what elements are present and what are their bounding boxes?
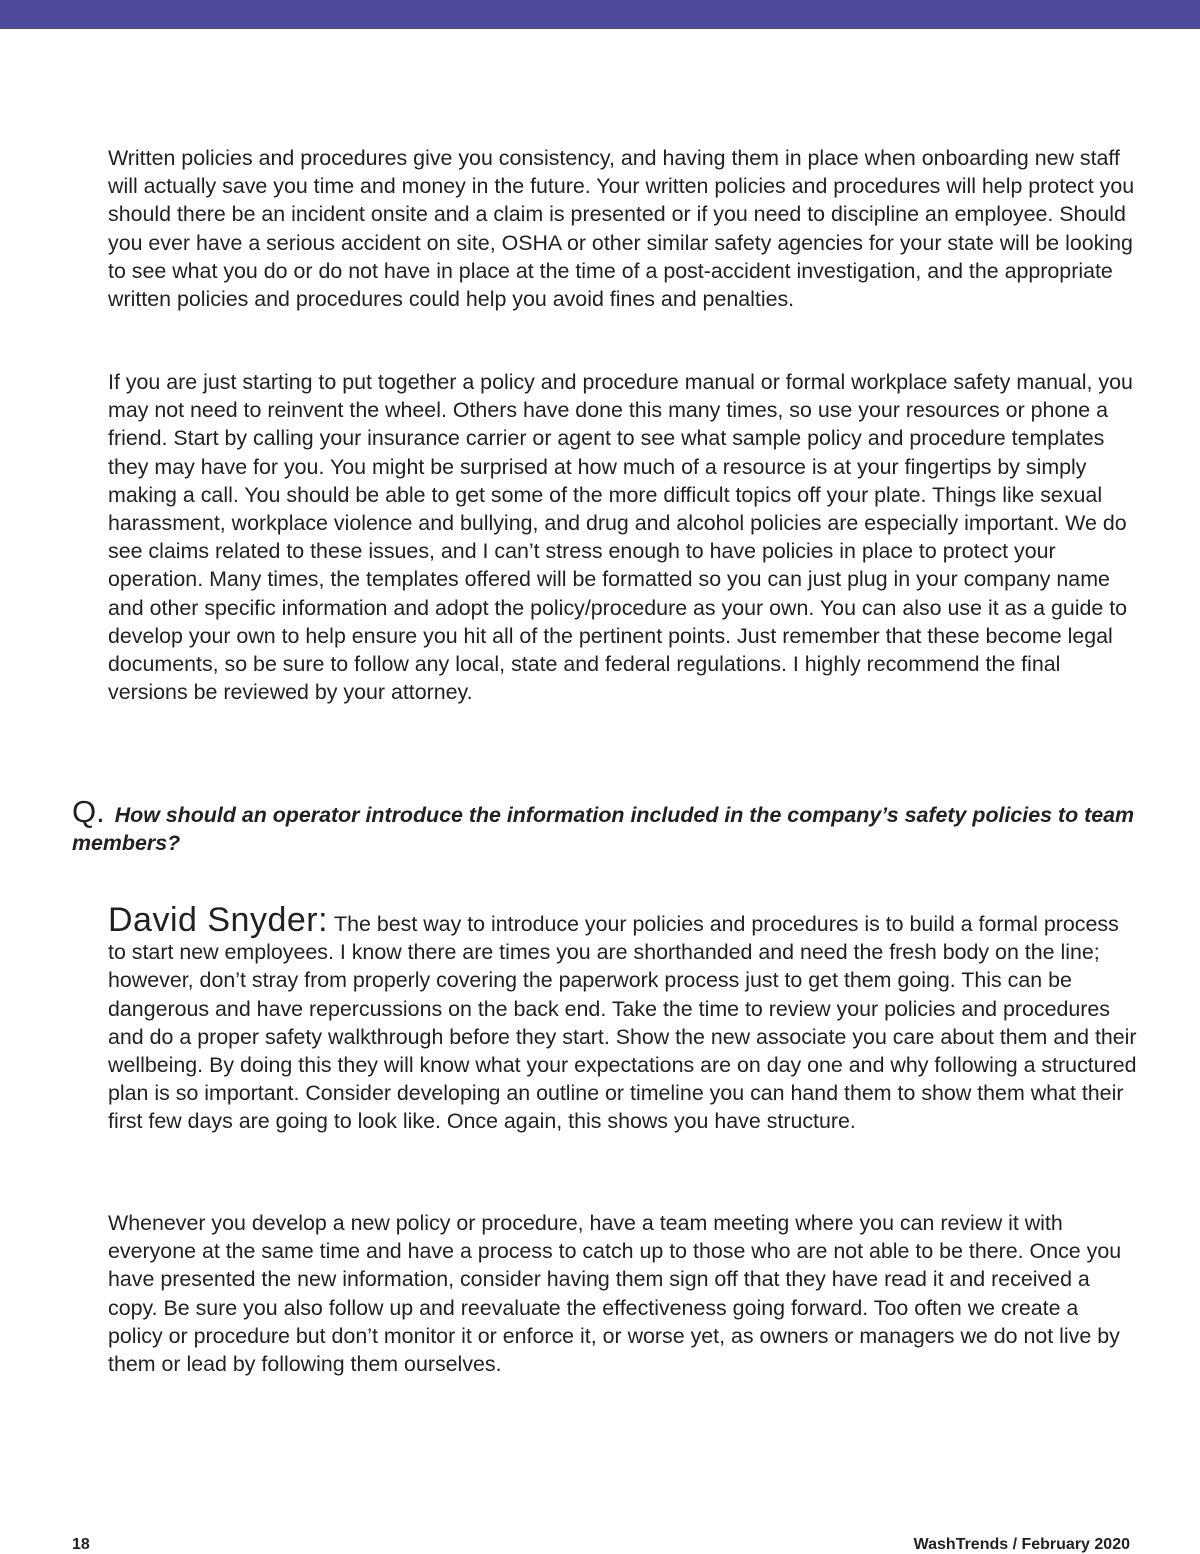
- answer-text-1: The best way to introduce your policies and procedures is to build a formal process to start new employees. I know there are times you are shorthanded and need the fresh body on the line; however, don’t stray from properly covering the paperwork process just to get them going. This can be dangerous and have repercussions on the back end. Take the time to review your policies and procedures and do a proper safety walkthrough before they start. Show the new associate you care about them and their wellbeing. By doing this they will know what your expectations are on day one and why following a structured plan is so important. Consider developing an outline or timeline you can hand them to show them what their first few days are going to look like. Once again, this shows you have structure.: [108, 912, 1137, 1134]
- question-label: Q.: [72, 794, 105, 829]
- page-number: 18: [72, 1536, 90, 1553]
- publication-footer: WashTrends / February 2020: [913, 1536, 1130, 1553]
- header-accent-bar: [0, 0, 1200, 29]
- question: [72, 794, 1142, 857]
- speaker-name: David Snyder:: [108, 901, 329, 939]
- body-paragraph-2: If you are just starting to put together a policy and procedure manual or formal workplace safety manual, you may not need to reinvent the wheel. Others have done this many times, so use your resources or phone a friend. Start by calling your insurance carrier or agent to see what sample policy and procedure templates they may have for you. You might be surprised at how much of a resource is at your fingertips by simply making a call. You should be able to get some of the more difficult topics off your plate. Things like sexual harassment, workplace violence and bullying, and drug and alcohol policies are especially important. We do see claims related to these issues, and I can’t stress enough to have policies in place to protect your operation. Many times, the templates offered will be formatted so you can just plug in your company name and other specific information and adopt the policy/procedure as your own. You can also use it as a guide to develop your own to help ensure you hit all of the pertinent points. Just remember that these become legal documents, so be sure to follow any local, state and federal regulations. I highly recommend the final versions be reviewed by your attorney.: [108, 370, 1133, 705]
- question-text: How should an operator introduce the information included in the company’s safety policies to team members?: [72, 803, 1135, 856]
- answer-paragraph-1: [108, 901, 1138, 1136]
- answer-paragraph-2: Whenever you develop a new policy or procedure, have a team meeting where you can review it with everyone at the same time and have a process to catch up to those who are not able to be there. Once you have presented the new information, consider having them sign off that they have read it and received a copy. Be sure you also follow up and reevaluate the effectiveness going forward. Too often we create a policy or procedure but don’t monitor it or enforce it, or worse yet, as owners or managers we do not live by them or lead by following them ourselves.: [108, 1211, 1122, 1377]
- body-paragraph-1: Written policies and procedures give you consistency, and having them in place when onboarding new staff will actually save you time and money in the future. Your written policies and procedures will help protect you should there be an incident onsite and a claim is presented or if you need to discipline an employee. Should you ever have a serious accident on site, OSHA or other similar safety agencies for your state will be looking to see what you do or do not have in place at the time of a post-accident investigation, and the appropriate written policies and procedures could help you avoid fines and penalties.: [108, 146, 1135, 312]
